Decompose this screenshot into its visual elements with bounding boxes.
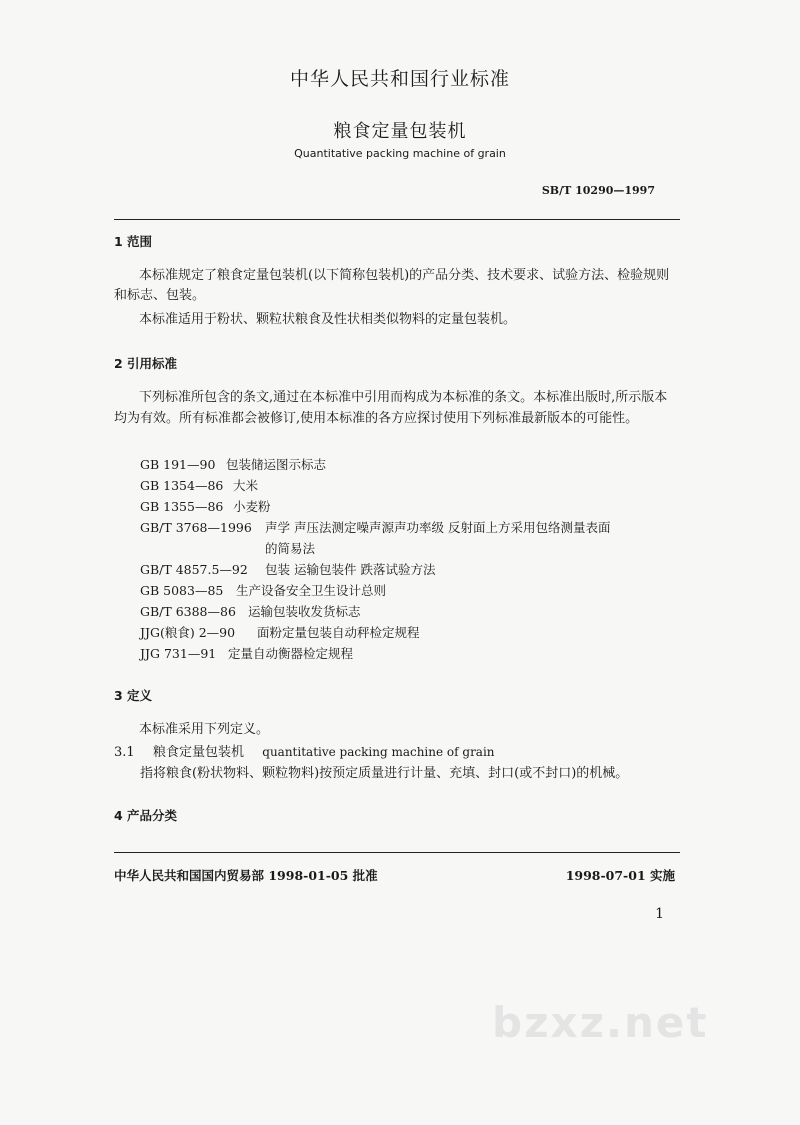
section-2-heading: 2 引用标准	[114, 356, 178, 371]
page-number: 1	[655, 906, 664, 922]
top-rule	[114, 219, 680, 220]
document-subtitle: Quantitative packing machine of grain	[294, 147, 506, 160]
reference-item: GB 1355—86 小麦粉	[140, 499, 271, 514]
section-1-heading: 1 范围	[114, 234, 153, 249]
definition-term-english: quantitative packing machine of grain	[262, 745, 495, 759]
implementation-date: 1998-07-01 实施	[565, 868, 675, 883]
reference-item: GB/T 4857.5—92 包装 运输包装件 跌落试验方法	[140, 562, 436, 577]
reference-item: GB 1354—86 大米	[140, 478, 259, 493]
section-1-para-2: 本标准适用于粉状、颗粒状粮食及性状相类似物料的定量包装机。	[139, 312, 517, 327]
standard-header: 中华人民共和国行业标准	[289, 68, 510, 90]
section-4-heading: 4 产品分类	[114, 808, 178, 823]
definition-term: 粮食定量包装机	[152, 745, 244, 760]
definition-line	[114, 743, 495, 762]
section-1-para-1: 本标准规定了粮食定量包装机(以下简称包装机)的产品分类、技术要求、试验方法、检验规则和标志、包装。	[114, 268, 670, 303]
section-3-para-1: 本标准采用下列定义。	[139, 722, 270, 737]
definition-text: 指将粮食(粉状物料、颗粒物料)按预定质量进行计量、充填、封口(或不封口)的机械。	[140, 766, 629, 781]
document-title: 粮食定量包装机	[333, 121, 467, 142]
reference-item: GB 191—90 包装储运图示标志	[140, 457, 327, 472]
watermark: bzxz.net	[492, 998, 709, 1047]
reference-item: GB/T 3768—1996 声学 声压法测定噪声源声功率级 反射面上方采用包络测量表面	[140, 520, 611, 535]
bottom-rule	[114, 852, 680, 853]
reference-item: GB/T 6388—86 运输包装收发货标志	[140, 604, 361, 619]
reference-item-continuation: 的简易法	[265, 541, 316, 556]
standard-code: SB/T 10290—1997	[541, 184, 655, 197]
definition-number: 3.1	[114, 745, 135, 760]
reference-item: JJG 731—91 定量自动衡器检定规程	[140, 646, 354, 661]
reference-item: JJG(粮食) 2—90 面粉定量包装自动秤检定规程	[140, 625, 420, 640]
reference-item: GB 5083—85 生产设备安全卫生设计总则	[140, 583, 387, 598]
section-3-heading: 3 定义	[114, 688, 153, 703]
section-2-para-1: 下列标准所包含的条文,通过在本标准中引用而构成为本标准的条文。本标准出版时,所示版本均为有效。所有标准都会被修订,使用本标准的各方应探讨使用下列标准最新版本的可能性。	[114, 390, 668, 426]
approval-line: 中华人民共和国国内贸易部 1998-01-05 批准	[114, 868, 378, 883]
